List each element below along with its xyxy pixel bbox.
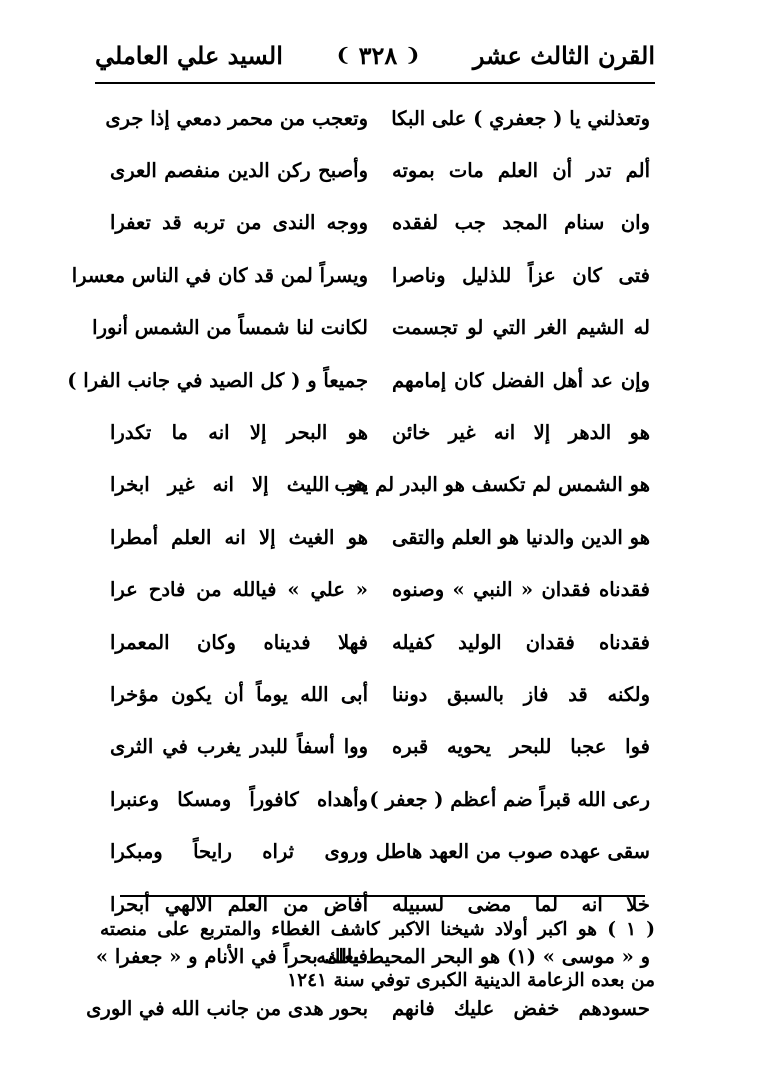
ornament-right-icon: ❨ [405,44,421,66]
verse-row [110,564,650,616]
page-number: ٣٢٨ [358,40,398,70]
verse-second-hemistich: فهلا فديناه وكان المعمرا [110,630,368,654]
verse-row [110,511,650,563]
verse-second-hemistich: وأصبح ركن الدين منفصم العرى [110,159,368,183]
page-header [95,30,655,80]
verse-second-hemistich: هو الغيث إلا انه العلم أمطرا [110,525,368,549]
author-name: السيد علي العاملي [95,40,283,70]
verse-first-hemistich: و « موسى » (١) هو البحر المحيط بعلمه [316,944,650,968]
verse-first-hemistich: وتعذلني يا ( جعفري ) على البكا [391,106,650,130]
verse-second-hemistich: لكانت لنا شمساً من الشمس أنورا [92,316,368,340]
verse-row [110,773,650,825]
verse-second-hemistich: وأهداه كافوراً ومسكا وعنبرا [110,787,368,811]
verse-row [67,354,650,406]
verse-second-hemistich: هو الليث إلا انه غير ابخرا [110,473,368,497]
verse-first-hemistich: سقى عهده صوب من العهد هاطل [375,840,650,864]
verse-first-hemistich: له الشيم الغر التي لو تجسمت [392,316,650,340]
verse-second-hemistich: أفاض من العلم الالهي أبحرا [110,892,368,916]
verse-first-hemistich: فتى كان عزاً للذليل وناصرا [392,263,650,287]
verse-row [110,721,650,773]
section-title: القرن الثالث عشر [472,40,655,70]
verse-row [110,825,650,877]
poem [67,92,650,1035]
verse-second-hemistich: بحور هدى من جانب الله في الورى [86,997,368,1021]
verse-first-hemistich: خلا انه لما مضى لسبيله [392,892,650,916]
verse-first-hemistich: ولكنه قد فاز بالسبق دوننا [392,682,650,706]
verse-first-hemistich: رعى الله قبراً ضم أعظم ( جعفر ) [369,787,650,811]
verse-row [92,302,650,354]
verse-second-hemistich: هو البحر إلا انه ما تكدرا [110,421,368,445]
verse-second-hemistich: جميعاً و ( كل الصيد في جانب الفرا ) [67,368,368,392]
verse-row [71,249,650,301]
verse-row [110,668,650,720]
verse-first-hemistich: ألم تدر أن العلم مات بموته [392,159,650,183]
verse-second-hemistich: ويسراً لمن قد كان في الناس معسرا [71,263,368,287]
footnote-line: ( ١ ) هو اكبر أولاد شيخنا الاكبر كاشف الغطاء والمتربع على منصته [100,919,655,940]
verse-second-hemistich: « علي » فيالله من فادح عرا [110,578,368,602]
verse-first-hemistich: هو الدهر إلا انه غير خائن [392,421,650,445]
verse-first-hemistich: وان سنام المجد جب لفقده [392,211,650,235]
verse-first-hemistich: حسودهم خفض عليك فانهم [392,997,650,1021]
verse-row [110,406,650,458]
verse-second-hemistich: أبى الله يوماً أن يكون مؤخرا [110,682,368,706]
verse-first-hemistich: فقدناه فقدان الوليد كفيله [392,630,650,654]
verse-first-hemistich: فوا عجبا للبحر يحويه قبره [392,735,650,759]
verse-second-hemistich: فيالك بحراً في الأنام و « جعفرا » [95,944,368,968]
verse-first-hemistich: هو الدين والدنيا هو العلم والتقى [392,525,650,549]
header-rule [95,82,655,84]
verse-row [110,197,650,249]
verse-second-hemistich: ووجه الندى من تربه قد تعفرا [110,211,368,235]
verse-first-hemistich: هو الشمس لم تكسف هو البدر لم يغب [334,473,650,497]
verse-row [110,459,650,511]
verse-second-hemistich: وروى ثراه رايحاً ومبكرا [110,840,368,864]
footnote-rule [120,895,645,897]
verse-second-hemistich: وتعجب من محمر دمعي إذا جرى [105,106,368,130]
verse-row [105,92,650,144]
verse-row [110,616,650,668]
footnote [95,905,655,1005]
footnote-line: من بعده الزعامة الدينية الكبرى توفي سنة ١٢٤١ [287,969,655,991]
verse-first-hemistich: وإن عد أهل الفضل كان إمامهم [392,368,650,392]
page-number-group [335,41,420,70]
verse-first-hemistich: فقدناه فقدان « النبي » وصنوه [392,578,650,602]
ornament-left-icon: ❩ [335,44,351,66]
verse-second-hemistich: ووا أسفاً للبدر يغرب في الثرى [110,735,368,759]
verse-row [110,144,650,196]
